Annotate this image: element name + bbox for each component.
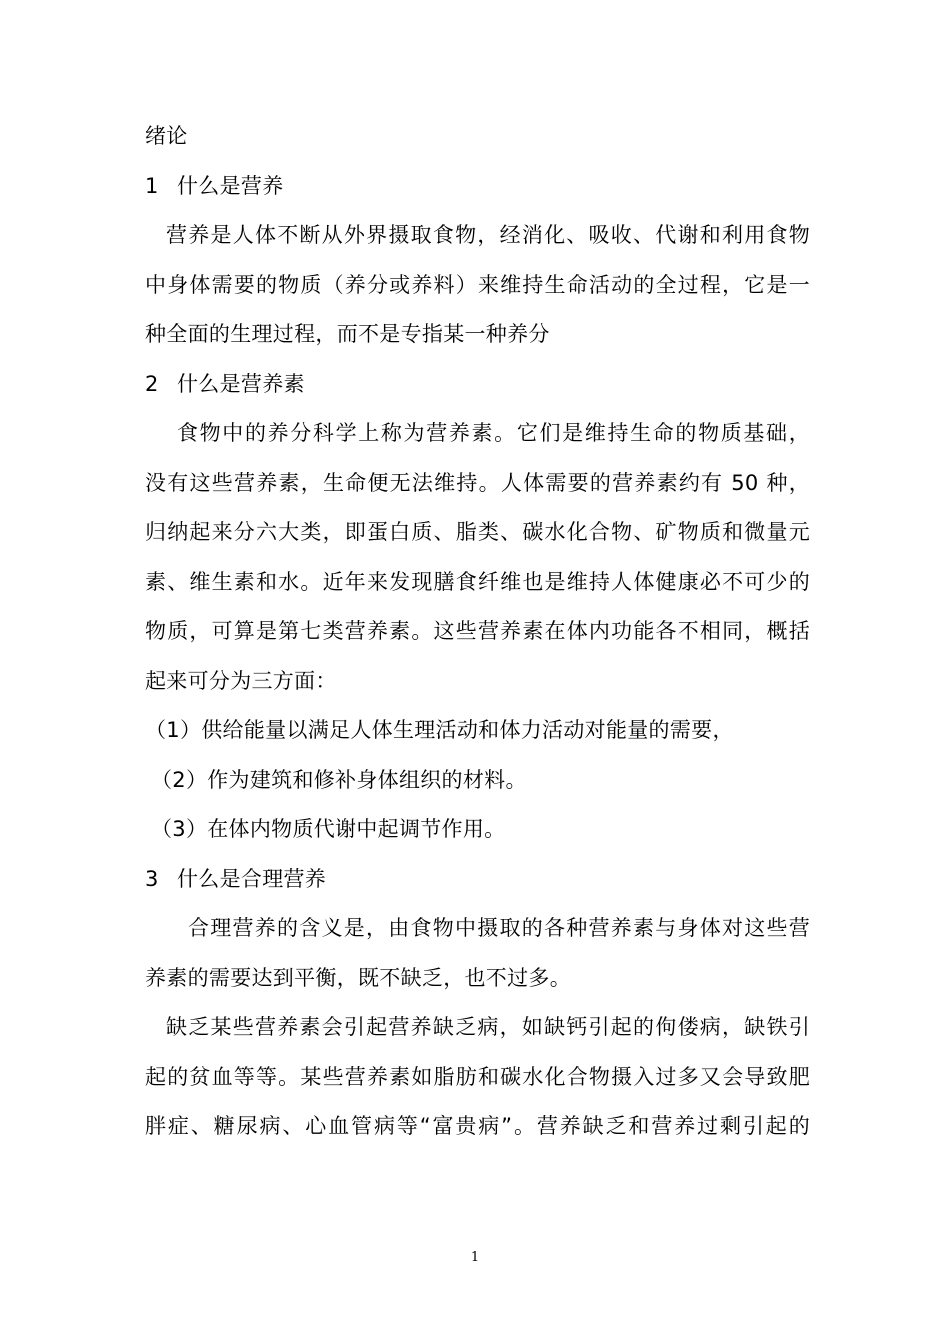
- paragraph-line: 归纳起来分六大类，即蛋白质、脂类、碳水化合物、矿物质和微量元: [145, 520, 810, 544]
- paragraph-line: 营养是人体不断从外界摄取食物，经消化、吸收、代谢和利用食物: [166, 223, 810, 247]
- section-heading-2: [145, 360, 810, 410]
- paragraph-line: 种全面的生理过程，而不是专指某一种养分: [145, 322, 550, 346]
- section-heading-1: [145, 162, 810, 212]
- list-item: （2）作为建筑和修补身体组织的材料。: [151, 767, 527, 792]
- section-number: 1: [145, 173, 159, 198]
- paragraph-line: 养素的需要达到平衡，既不缺乏，也不过多。: [145, 965, 571, 990]
- paragraph-line: 素、维生素和水。近年来发现膳食纤维也是维持人体健康必不可少的: [145, 569, 810, 594]
- paragraph-line: 起的贫血等等。某些营养素如脂肪和碳水化合物摄入过多又会导致肥: [145, 1064, 810, 1089]
- section-number: 3: [145, 866, 159, 891]
- list-item: （3）在体内物质代谢中起调节作用。: [151, 817, 506, 841]
- paragraph-line: 胖症、糖尿病、心血管病等“富贵病”。营养缺乏和营养过剩引起的: [145, 1114, 810, 1138]
- page-number: 1: [470, 1250, 480, 1265]
- document-title: 绪论: [145, 124, 188, 148]
- section-number: 2: [145, 371, 159, 396]
- section-heading-text: 什么是合理营养: [177, 866, 327, 891]
- paragraph-line: 物质，可算是第七类营养素。这些营养素在体内功能各不相同，概括: [145, 619, 810, 643]
- paragraph-line: 中身体需要的物质（养分或养料）来维持生命活动的全过程，它是一: [145, 272, 810, 297]
- paragraph-line: 起来可分为三方面：: [145, 668, 337, 693]
- section-heading-3: [145, 855, 810, 905]
- section-heading-text: 什么是营养素: [177, 371, 305, 396]
- paragraph-line: 缺乏某些营养素会引起营养缺乏病，如缺钙引起的佝偻病，缺铁引: [166, 1015, 810, 1039]
- paragraph-line: 合理营养的含义是，由食物中摄取的各种营养素与身体对这些营: [188, 916, 810, 940]
- paragraph-line: 食物中的养分科学上称为营养素。它们是维持生命的物质基础，: [177, 421, 810, 445]
- section-heading-text: 什么是营养: [177, 173, 284, 198]
- list-item: （1）供给能量以满足人体生理活动和体力活动对能量的需要，: [145, 718, 734, 742]
- document-body: [145, 112, 810, 1152]
- paragraph-line: 没有这些营养素，生命便无法维持。人体需要的营养素约有 50 种，: [145, 470, 810, 495]
